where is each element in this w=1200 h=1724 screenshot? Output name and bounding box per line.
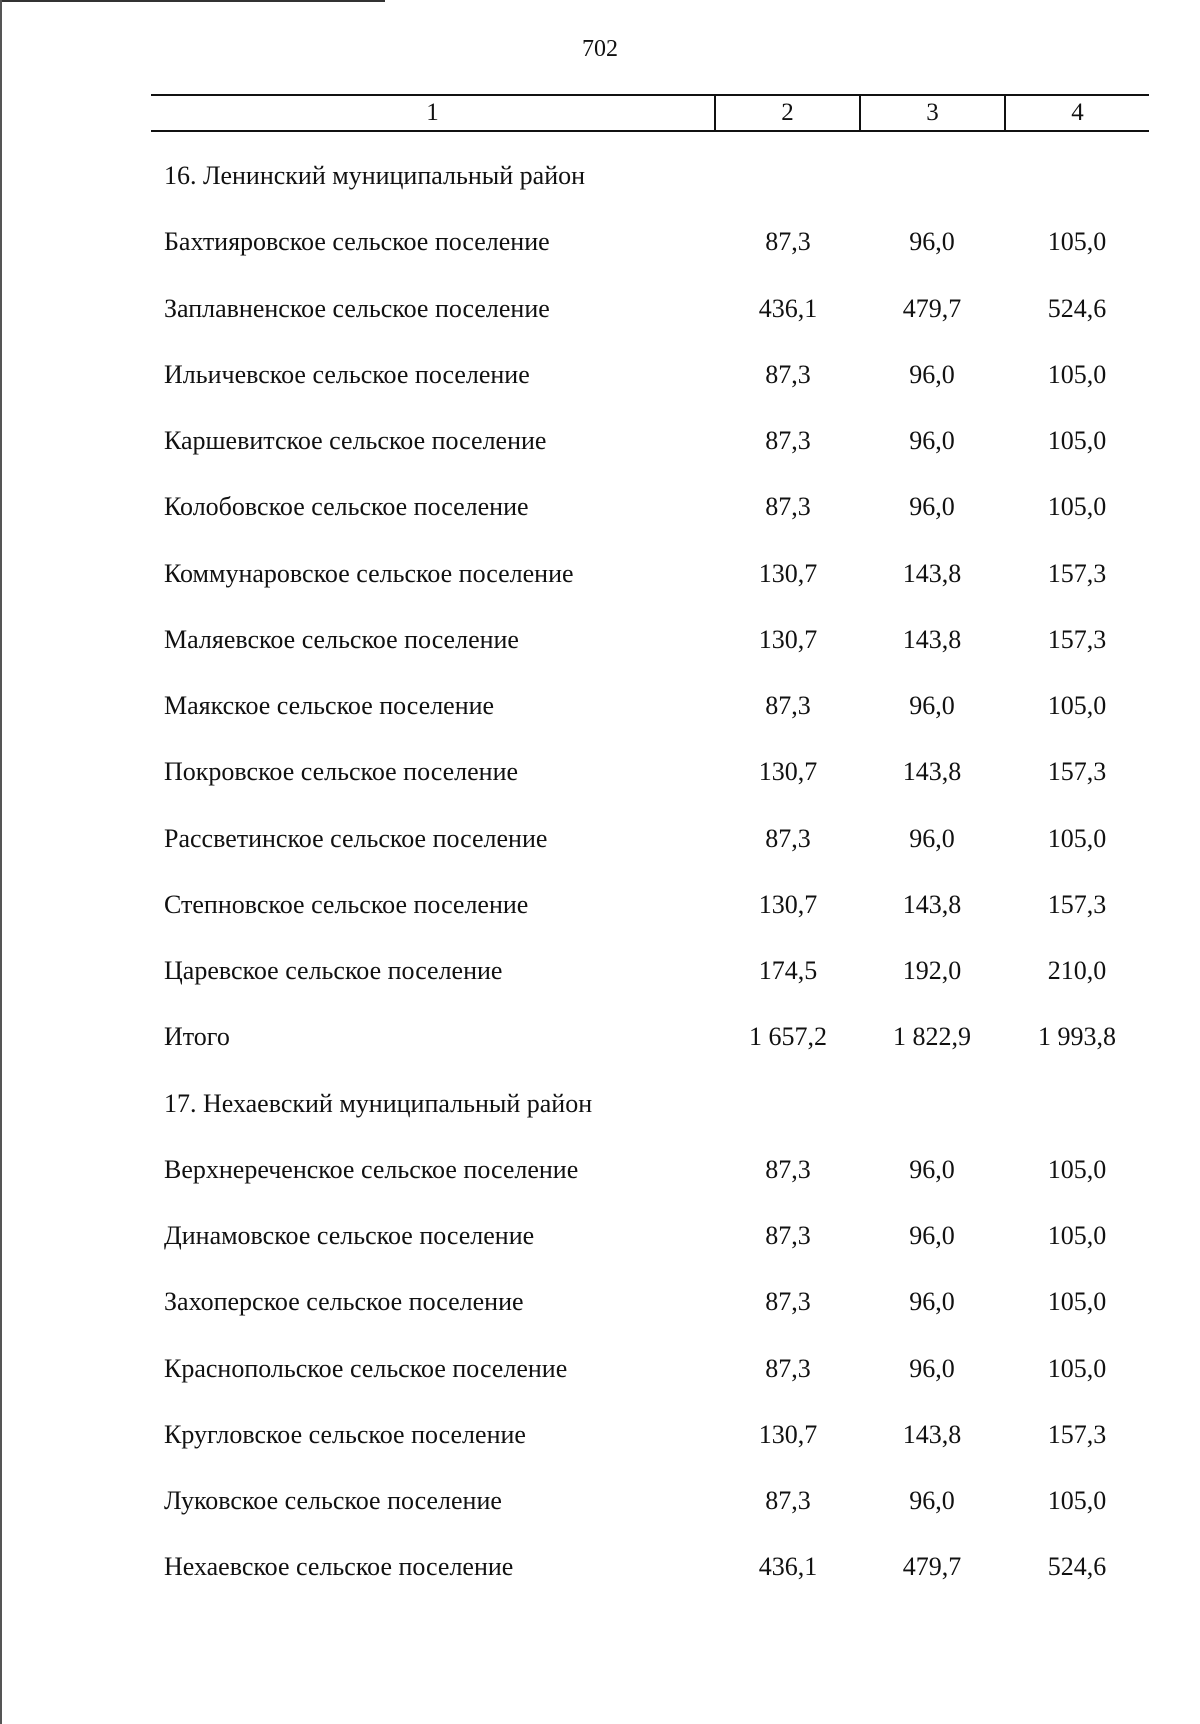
cell-col-3: 96,0 <box>909 691 955 720</box>
table-row <box>0 408 1200 474</box>
table-row <box>0 1203 1200 1269</box>
row-label: Верхнереченское сельское поселение <box>164 1154 579 1184</box>
table-row <box>0 806 1200 872</box>
row-label: Колобовское сельское поселение <box>164 492 529 522</box>
cell-col-2: 87,3 <box>765 1287 811 1317</box>
column-header-1: 1 <box>426 99 439 126</box>
cell-col-3: 479,7 <box>902 1552 962 1582</box>
cell-col-2: 130,7 <box>758 1419 818 1449</box>
cell-col-2: 130,7 <box>758 558 818 588</box>
row-label: Бахтияровское сельское поселение <box>164 227 550 257</box>
cell-col-3: 96,0 <box>909 1287 955 1317</box>
cell-col-3: 96,0 <box>909 823 955 853</box>
cell-col-2: 87,3 <box>765 1486 811 1515</box>
cell-col-4: 157,3 <box>1047 757 1107 787</box>
row-label: Заплавненское сельское поселение <box>164 293 550 323</box>
cell-col-3: 96,0 <box>909 1353 955 1383</box>
cell-col-2: 87,3 <box>765 823 811 853</box>
cell-col-3: 479,7 <box>902 293 962 323</box>
cell-col-3: 143,8 <box>902 889 962 919</box>
table-row <box>0 1402 1200 1468</box>
cell-col-2: 87,3 <box>765 426 811 455</box>
section-heading: 16. Ленинский муниципальный район <box>164 161 586 190</box>
row-label: Нехаевское сельское поселение <box>164 1552 514 1582</box>
cell-col-2: 87,3 <box>765 691 811 720</box>
page-number: 702 <box>582 36 618 62</box>
cell-col-2: 87,3 <box>765 227 811 257</box>
cell-col-4: 105,0 <box>1047 359 1107 389</box>
table-row <box>0 541 1200 607</box>
row-label: Динамовское сельское поселение <box>164 1221 535 1250</box>
row-label: Коммунаровское сельское поселение <box>164 558 574 588</box>
row-label: Рассветинское сельское поселение <box>164 823 548 853</box>
section-heading-row <box>0 143 1200 209</box>
row-label: Каршевитское сельское поселение <box>164 426 547 455</box>
cell-col-4: 105,0 <box>1047 823 1107 853</box>
table-row <box>0 938 1200 1004</box>
cell-col-2: 87,3 <box>765 1353 811 1383</box>
cell-col-2: 1 657,2 <box>749 1022 827 1052</box>
cell-col-4: 105,0 <box>1047 1486 1107 1515</box>
row-label: Царевское сельское поселение <box>164 956 503 985</box>
table-row <box>0 607 1200 673</box>
row-label: Краснопольское сельское поселение <box>164 1353 568 1383</box>
table-row <box>0 474 1200 540</box>
row-label: Кругловское сельское поселение <box>164 1419 526 1449</box>
cell-col-4: 105,0 <box>1047 1287 1107 1317</box>
row-label: Маякское сельское поселение <box>164 691 495 720</box>
cell-col-2: 436,1 <box>758 1552 818 1582</box>
cell-col-2: 436,1 <box>758 293 818 323</box>
cell-col-4: 157,3 <box>1047 1419 1107 1449</box>
cell-col-4: 157,3 <box>1047 558 1107 588</box>
cell-col-4: 105,0 <box>1047 1154 1107 1184</box>
scan-border-top <box>0 0 385 2</box>
cell-col-3: 96,0 <box>909 492 955 522</box>
row-label: Луковское сельское поселение <box>164 1486 502 1515</box>
row-label: Захоперское сельское поселение <box>164 1287 524 1317</box>
cell-col-2: 87,3 <box>765 1154 811 1184</box>
table-row <box>0 209 1200 275</box>
table-row <box>0 739 1200 805</box>
table-row <box>0 872 1200 938</box>
cell-col-4: 157,3 <box>1047 889 1107 919</box>
table-body <box>0 143 1200 1601</box>
cell-col-2: 87,3 <box>765 359 811 389</box>
cell-col-3: 143,8 <box>902 558 962 588</box>
cell-col-3: 143,8 <box>902 624 962 654</box>
table-row <box>0 276 1200 342</box>
cell-col-3: 1 822,9 <box>893 1022 971 1052</box>
cell-col-2: 130,7 <box>758 757 818 787</box>
table-row <box>0 673 1200 739</box>
row-label: Покровское сельское поселение <box>164 757 519 787</box>
cell-col-4: 105,0 <box>1047 1353 1107 1383</box>
cell-col-4: 105,0 <box>1047 1221 1107 1250</box>
cell-col-3: 143,8 <box>902 1419 962 1449</box>
column-header-row <box>151 94 1149 132</box>
cell-col-3: 96,0 <box>909 359 955 389</box>
cell-col-3: 143,8 <box>902 757 962 787</box>
section-heading: 17. Нехаевский муниципальный район <box>164 1088 593 1118</box>
cell-col-3: 96,0 <box>909 1154 955 1184</box>
cell-col-3: 192,0 <box>902 956 962 985</box>
cell-col-4: 1 993,8 <box>1038 1022 1116 1052</box>
cell-col-4: 105,0 <box>1047 227 1107 257</box>
cell-col-4: 210,0 <box>1047 956 1107 985</box>
table-row <box>0 1468 1200 1534</box>
column-header-3: 3 <box>859 96 1004 130</box>
total-row <box>0 1004 1200 1070</box>
column-header-4: 4 <box>1004 96 1149 130</box>
cell-col-4: 524,6 <box>1047 293 1107 323</box>
table-row <box>0 1336 1200 1402</box>
column-header-2: 2 <box>714 96 859 130</box>
table-row <box>0 1534 1200 1600</box>
cell-col-4: 524,6 <box>1047 1552 1107 1582</box>
cell-col-4: 157,3 <box>1047 624 1107 654</box>
section-heading-row <box>0 1071 1200 1137</box>
row-label: Итого <box>164 1022 230 1052</box>
cell-col-4: 105,0 <box>1047 691 1107 720</box>
row-label: Маляевское сельское поселение <box>164 624 519 654</box>
cell-col-3: 96,0 <box>909 1486 955 1515</box>
cell-col-2: 87,3 <box>765 1221 811 1250</box>
cell-col-3: 96,0 <box>909 1221 955 1250</box>
table-row <box>0 342 1200 408</box>
row-label: Ильичевское сельское поселение <box>164 359 530 389</box>
cell-col-2: 174,5 <box>758 956 818 985</box>
cell-col-2: 87,3 <box>765 492 811 522</box>
cell-col-4: 105,0 <box>1047 492 1107 522</box>
cell-col-3: 96,0 <box>909 227 955 257</box>
cell-col-4: 105,0 <box>1047 426 1107 455</box>
cell-col-3: 96,0 <box>909 426 955 455</box>
row-label: Степновское сельское поселение <box>164 889 529 919</box>
table-row <box>0 1137 1200 1203</box>
cell-col-2: 130,7 <box>758 889 818 919</box>
cell-col-2: 130,7 <box>758 624 818 654</box>
table-row <box>0 1269 1200 1335</box>
